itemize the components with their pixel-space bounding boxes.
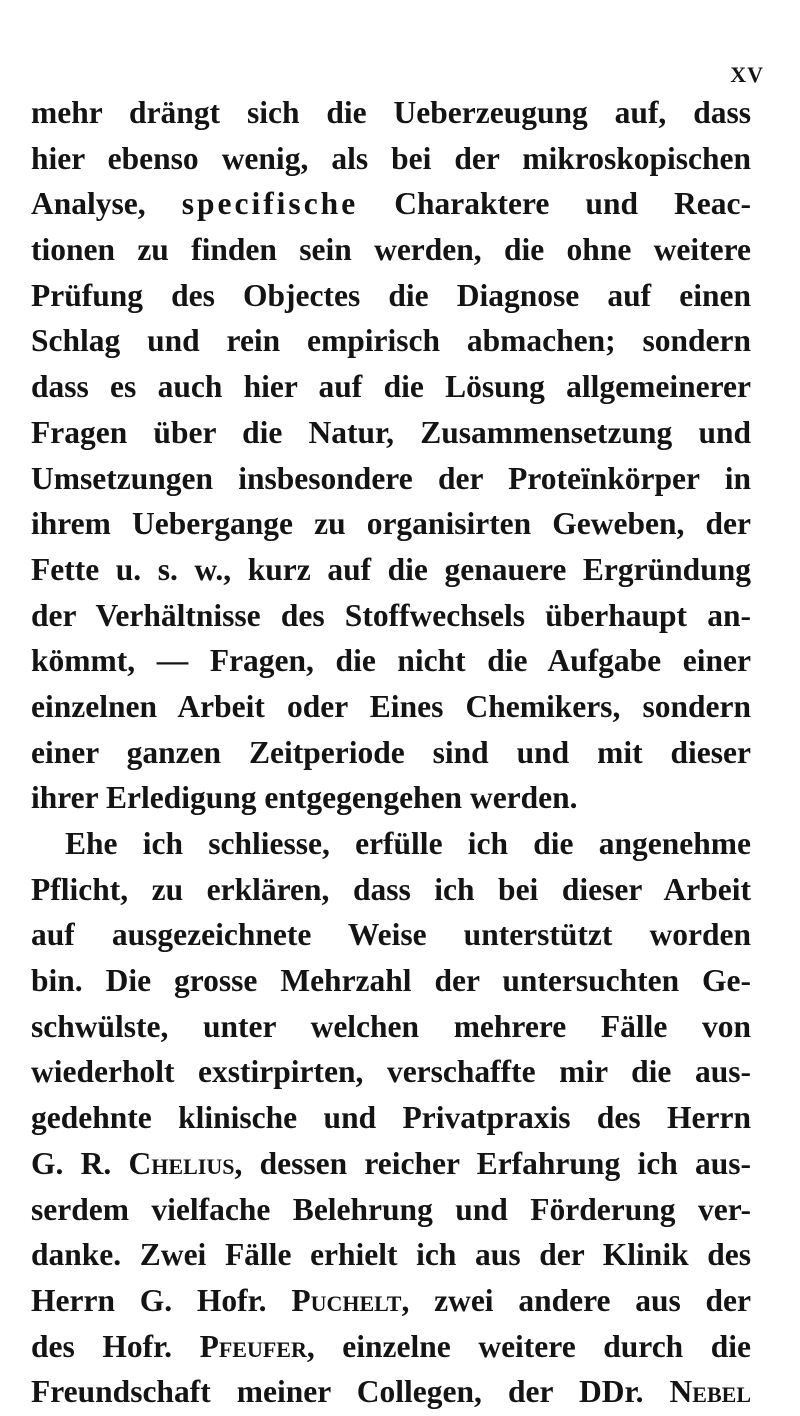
text-line: des Hofr. Pfeufer, einzelne weitere durch die [31, 1328, 752, 1364]
emphasized-word: specifische [181, 186, 359, 222]
text-line: Pflicht, zu erklären, dass ich bei dieser Arbeit [31, 871, 751, 907]
text-line: ihrer Erledigung entgegengehen werden. [31, 780, 578, 816]
paragraph-start-line: Ehe ich schliesse, erfülle ich die angenehme [65, 826, 751, 861]
text-line: kömmt, — Fragen, die nicht die Aufgabe einer [31, 643, 751, 679]
text-line: Umsetzungen insbesondere der Proteïnkörper in [31, 460, 751, 496]
text-line: tionen zu finden sein werden, die ohne weitere [31, 232, 751, 268]
text-line: gedehnte klinische und Privatpraxis des Herrn [31, 1100, 751, 1136]
text-line: bin. Die grosse Mehrzahl der untersuchten Ge- [31, 963, 751, 999]
person-name: Chelius [128, 1145, 235, 1181]
text-line: mehr drängt sich die Ueberzeugung auf, dass [31, 95, 751, 130]
text-line: Freundschaft meiner Collegen, der DDr. Nebel [31, 1374, 751, 1410]
page-number: XV [730, 62, 764, 87]
text-line: Fette u. s. w., kurz auf die genauere Ergründung [31, 551, 751, 587]
text-line: einer ganzen Zeitperiode sind und mit dieser [31, 734, 751, 770]
text-line: dass es auch hier auf die Lösung allgemeinerer [31, 369, 751, 405]
text-line: Fragen über die Natur, Zusammensetzung und [31, 414, 751, 450]
text-line: G. R. Chelius, dessen reicher Erfahrung ich aus- [31, 1145, 752, 1181]
person-name: Pfeufer [199, 1328, 307, 1364]
text-line: auf ausgezeichnete Weise unterstützt worden [31, 917, 751, 953]
person-name: Nebel [669, 1374, 751, 1410]
person-name: Puchelt [291, 1282, 402, 1318]
text-line: hier ebenso wenig, als bei der mikroskopischen [31, 140, 751, 176]
text-line: Schlag und rein empirisch abmachen; sondern [31, 323, 751, 359]
text-line: der Verhältnisse des Stoffwechsels überhaupt an- [31, 597, 751, 633]
text-line: Analyse, specifische Charaktere und Reac- [31, 186, 752, 222]
text-line: serdem vielfache Belehrung und Förderung ver- [31, 1191, 751, 1227]
text-line: ihrem Uebergange zu organisirten Geweben, der [31, 506, 751, 542]
text-line: einzelnen Arbeit oder Eines Chemikers, sondern [31, 688, 751, 724]
text-line: Herrn G. Hofr. Puchelt, zwei andere aus der [31, 1282, 752, 1318]
text-line: schwülste, unter welchen mehrere Fälle von [31, 1008, 751, 1044]
text-line: wiederholt exstirpirten, verschaffte mir die aus- [31, 1054, 751, 1090]
text-line: danke. Zwei Fälle erhielt ich aus der Klinik des [31, 1237, 751, 1273]
text-line: Prüfung des Objectes die Diagnose auf einen [31, 277, 751, 313]
body-text [31, 90, 751, 1415]
